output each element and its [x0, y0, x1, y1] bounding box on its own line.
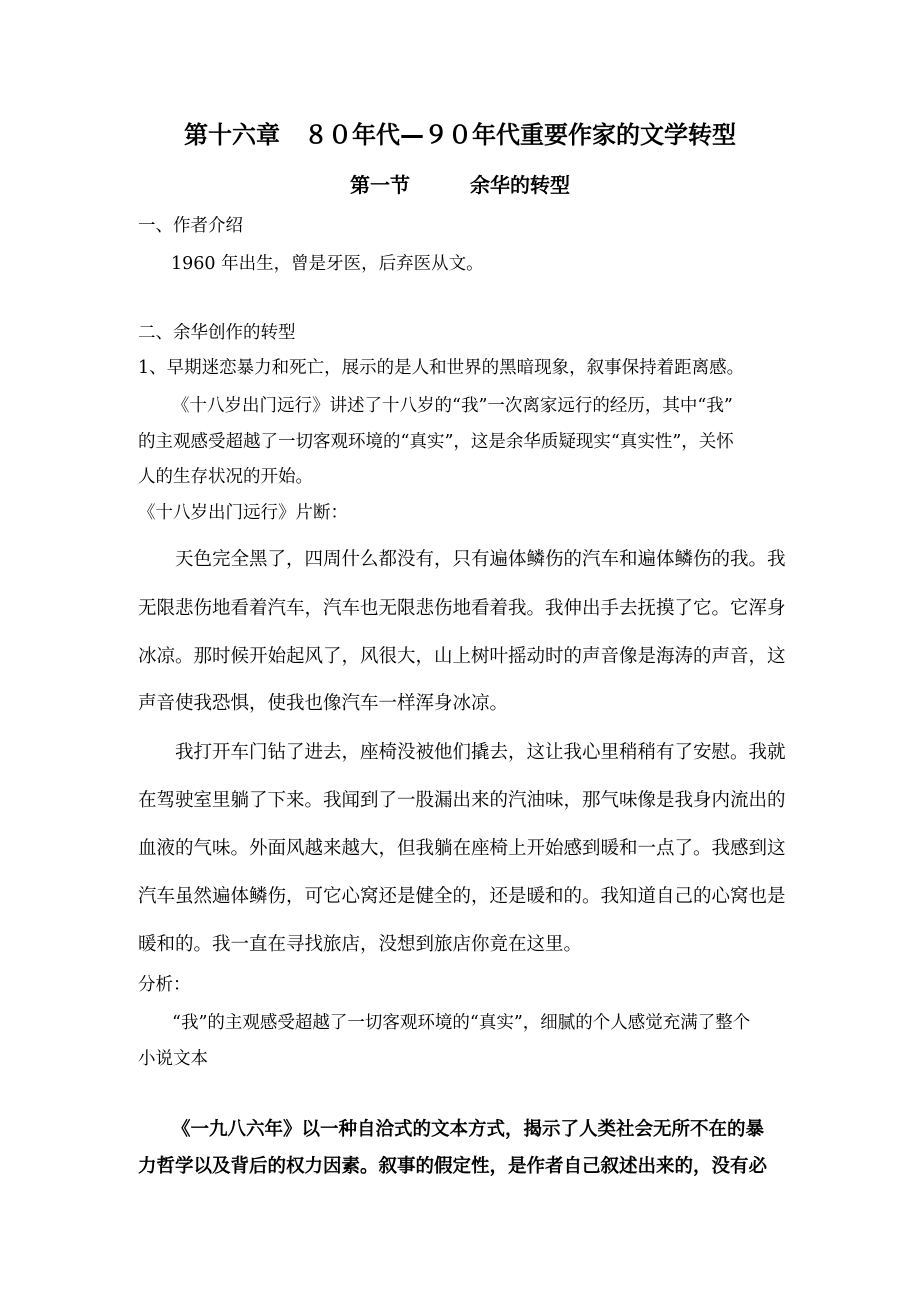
excerpt-line: 汽车虽然遍体鳞伤，可它心窝还是健全的，还是暖和的。我知道自己的心窝也是: [138, 886, 786, 907]
excerpt-line: 暖和的。我一直在寻找旅店，没想到旅店你竟在这里。: [138, 934, 583, 955]
paragraph-line: 的主观感受超越了一切客观环境的“真实”，这是余华质疑现实“真实性”，关怀: [138, 432, 734, 452]
excerpt-line: 声音使我恐惧，使我也像汽车一样浑身冰凉。: [138, 693, 509, 714]
bold-paragraph-line: 力哲学以及背后的权力因素。叙事的假定性，是作者自己叙述出来的，没有必: [138, 1156, 768, 1177]
heading-author-intro: 一、作者介绍: [138, 216, 243, 236]
analysis-label: 分析：: [138, 975, 191, 995]
bold-paragraph-line: 《一九八六年》以一种自洽式的文本方式，揭示了人类社会无所不在的暴: [172, 1119, 765, 1140]
excerpt-line: 天色完全黑了，四周什么都没有，只有遍体鳞伤的汽车和遍体鳞伤的我。我: [175, 549, 786, 570]
heading-transformation: 二、余华创作的转型: [138, 323, 296, 343]
analysis-line: “我”的主观感受超越了一切客观环境的“真实”，细腻的个人感觉充满了整个: [172, 1013, 751, 1033]
excerpt-line: 我打开车门钻了进去，座椅没被他们撬去，这让我心里稍稍有了安慰。我就: [175, 742, 786, 763]
excerpt-line: 冰凉。那时候开始起风了，风很大，山上树叶摇动时的声音像是海涛的声音，这: [138, 646, 786, 667]
point-1-text: 1、早期迷恋暴力和死亡，展示的是人和世界的黑暗现象，叙事保持着距离感。: [138, 358, 745, 378]
analysis-line: 小说文本: [138, 1049, 208, 1069]
excerpt-line: 血液的气味。外面风越来越大，但我躺在座椅上开始感到暖和一点了。我感到这: [138, 838, 786, 859]
chapter-title: 第十六章 ８０年代—９０年代重要作家的文学转型: [184, 121, 736, 149]
excerpt-line: 在驾驶室里躺了下来。我闻到了一股漏出来的汽油味，那气味像是我身内流出的: [138, 790, 786, 811]
excerpt-label: 《十八岁出门远行》片断：: [138, 503, 348, 523]
paragraph-line: 《十八岁出门远行》讲述了十八岁的“我”一次离家远行的经历，其中“我”: [172, 396, 733, 416]
excerpt-line: 无限悲伤地看着汽车，汽车也无限悲伤地看着我。我伸出手去抚摸了它。它浑身: [138, 598, 786, 619]
paragraph-line: 人的生存状况的开始。: [138, 467, 313, 487]
section-title: 第一节 余华的转型: [350, 173, 570, 197]
author-intro-text: 1960 年出生，曾是牙医，后弃医从文。: [171, 254, 484, 274]
